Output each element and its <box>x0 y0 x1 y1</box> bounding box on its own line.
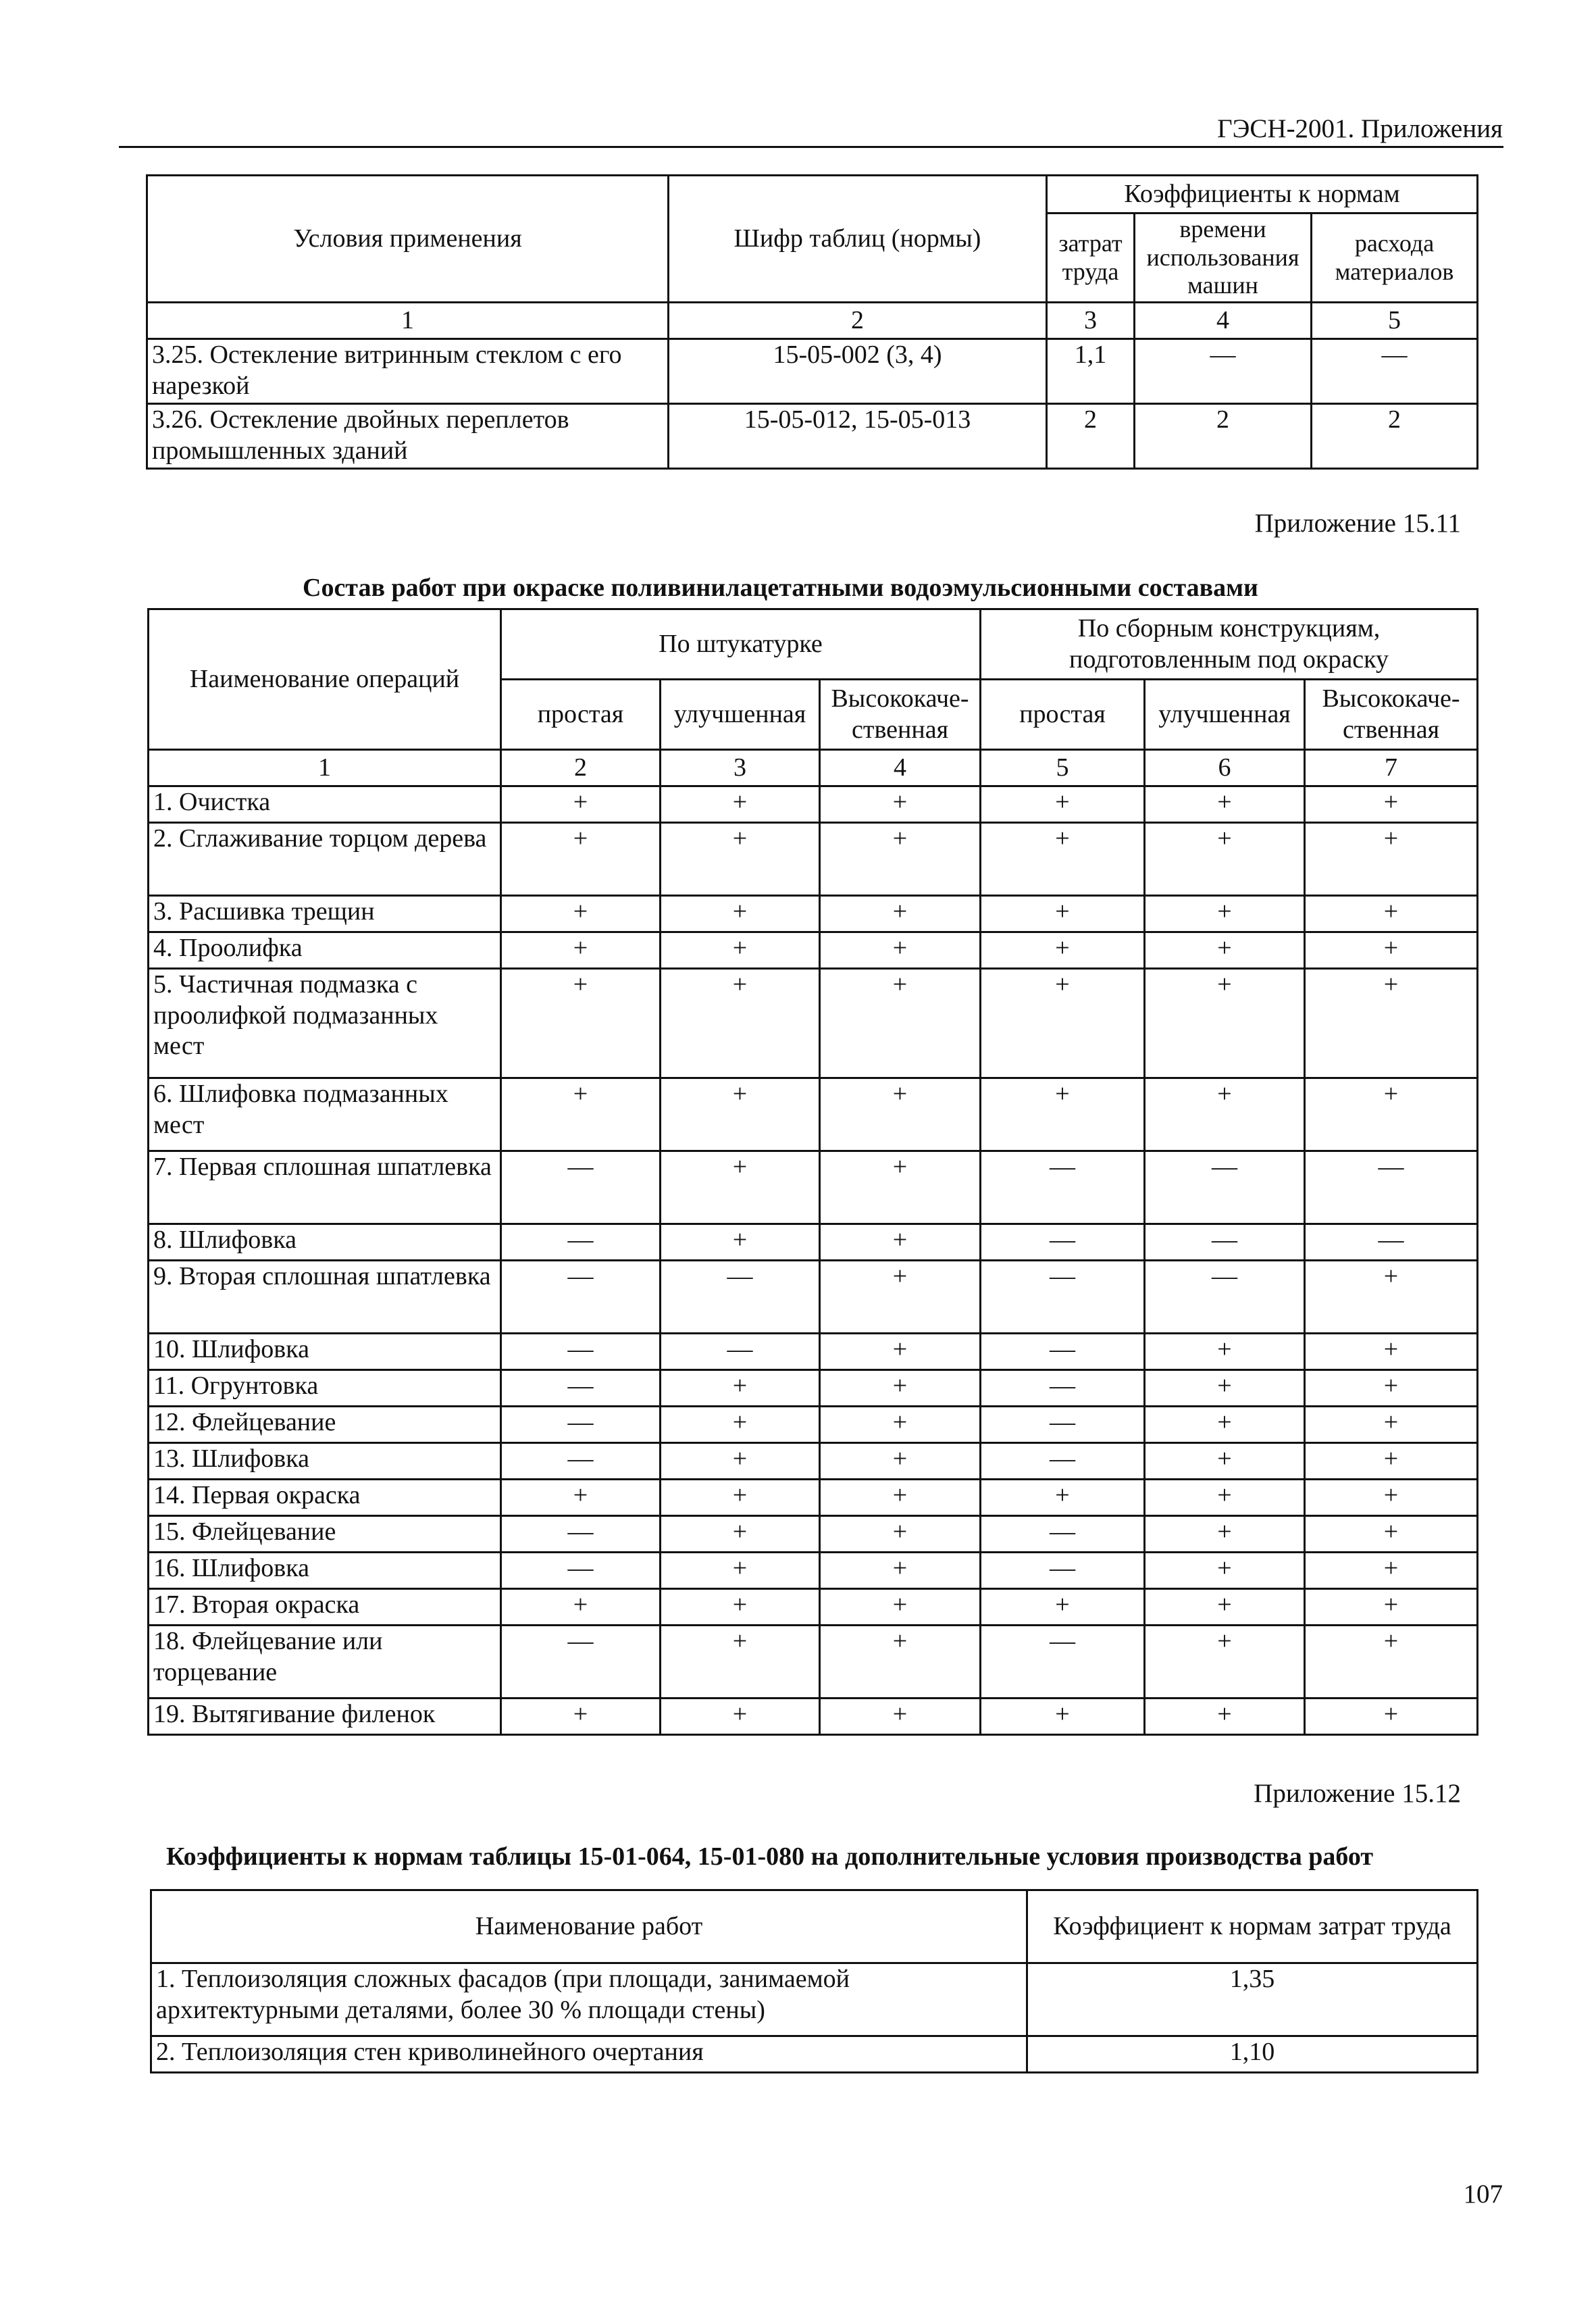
operation-mark-cell: + <box>1145 823 1305 896</box>
operation-mark-cell: — <box>501 1553 661 1589</box>
operation-mark-cell: + <box>1145 1334 1305 1370</box>
operation-mark-cell: + <box>501 1589 661 1626</box>
materials-cell: — <box>1312 339 1478 404</box>
header-prefab-group: По сборным конструкциям, подготовленным под окраску <box>981 609 1478 680</box>
operation-mark-cell: — <box>501 1407 661 1443</box>
operation-mark-cell: — <box>1305 1224 1478 1261</box>
operation-mark-cell: + <box>820 1370 981 1407</box>
operation-mark-cell: + <box>981 823 1145 896</box>
operation-mark-cell: — <box>981 1151 1145 1224</box>
operation-mark-cell: + <box>981 786 1145 823</box>
machine-cell: 2 <box>1135 404 1312 469</box>
operation-name-cell: 6. Шлифовка подмазанных мест <box>149 1078 501 1151</box>
operation-mark-cell: + <box>820 932 981 969</box>
table-row <box>149 1443 1478 1480</box>
operation-name-cell: 13. Шлифовка <box>149 1443 501 1480</box>
header-machine: времени использования машин <box>1135 213 1312 303</box>
operation-mark-cell: — <box>981 1224 1145 1261</box>
operation-name-cell: 11. Огрунтовка <box>149 1370 501 1407</box>
table-row <box>149 786 1478 823</box>
coefficient-cell: 1,35 <box>1027 1963 1478 2036</box>
header-plaster-group: По штукатурке <box>501 609 981 680</box>
operation-mark-cell: + <box>820 1407 981 1443</box>
operation-mark-cell: — <box>981 1553 1145 1589</box>
operation-mark-cell: + <box>661 786 820 823</box>
operation-mark-cell: — <box>501 1151 661 1224</box>
operation-mark-cell: — <box>981 1626 1145 1699</box>
operation-mark-cell: + <box>1145 1553 1305 1589</box>
operation-mark-cell: — <box>981 1516 1145 1553</box>
code-cell: 15-05-012, 15-05-013 <box>669 404 1047 469</box>
operation-mark-cell: + <box>1305 1370 1478 1407</box>
operation-mark-cell: — <box>981 1443 1145 1480</box>
operation-mark-cell: + <box>981 896 1145 932</box>
col-number: 4 <box>1135 303 1312 339</box>
work-composition-table <box>147 608 1478 1736</box>
operation-mark-cell: + <box>661 1699 820 1735</box>
operation-mark-cell: + <box>1305 1443 1478 1480</box>
header-improved: улучшенная <box>661 680 820 750</box>
operation-mark-cell: — <box>661 1334 820 1370</box>
operation-mark-cell: + <box>661 1516 820 1553</box>
col-number: 4 <box>820 750 981 786</box>
operation-mark-cell: — <box>501 1224 661 1261</box>
machine-cell: — <box>1135 339 1312 404</box>
labor-cell: 2 <box>1047 404 1135 469</box>
operation-mark-cell: + <box>661 1370 820 1407</box>
operation-mark-cell: + <box>501 823 661 896</box>
header-coefficients: Коэффициенты к нормам <box>1047 176 1478 213</box>
col-number: 2 <box>669 303 1047 339</box>
operation-mark-cell: + <box>661 1443 820 1480</box>
table-row <box>149 1078 1478 1151</box>
operation-mark-cell: + <box>661 1224 820 1261</box>
operation-mark-cell: + <box>661 1589 820 1626</box>
operation-mark-cell: — <box>501 1334 661 1370</box>
appendix-1511-caption: Состав работ при окраске поливинилацетатными водоэмульсионными составами <box>303 574 1258 602</box>
code-cell: 15-05-002 (3, 4) <box>669 339 1047 404</box>
column-number-row <box>147 303 1478 339</box>
operation-mark-cell: + <box>661 1480 820 1516</box>
operation-mark-cell: + <box>1305 896 1478 932</box>
appendix-1512-caption: Коэффициенты к нормам таблицы 15-01-064, 15-01-080 на дополнительные условия производства работ <box>166 1842 1374 1871</box>
col-number: 5 <box>1312 303 1478 339</box>
operation-mark-cell: + <box>1305 969 1478 1078</box>
table-row <box>149 896 1478 932</box>
operation-mark-cell: + <box>1145 1626 1305 1699</box>
running-header: ГЭСН-2001. Приложения <box>1217 114 1503 143</box>
header-work: Наименование работ <box>151 1890 1027 1963</box>
operation-mark-cell: + <box>820 1261 981 1334</box>
operation-name-cell: 12. Флейцевание <box>149 1407 501 1443</box>
operation-name-cell: 19. Вытягивание филенок <box>149 1699 501 1735</box>
operation-mark-cell: + <box>1145 1407 1305 1443</box>
header-conditions: Условия применения <box>147 176 669 303</box>
operation-mark-cell: + <box>1305 1626 1478 1699</box>
header-labor: затрат труда <box>1047 213 1135 303</box>
header-coefficient: Коэффициент к нормам затрат труда <box>1027 1890 1478 1963</box>
header-simple: простая <box>981 680 1145 750</box>
appendix-1512-label: Приложение 15.12 <box>1254 1779 1461 1808</box>
operation-mark-cell: + <box>1305 1553 1478 1589</box>
operation-mark-cell: + <box>820 896 981 932</box>
operation-name-cell: 4. Проолифка <box>149 932 501 969</box>
operation-mark-cell: + <box>820 1078 981 1151</box>
operation-mark-cell: + <box>1305 1589 1478 1626</box>
operation-mark-cell: + <box>981 1480 1145 1516</box>
col-number: 3 <box>1047 303 1135 339</box>
table-row <box>149 1224 1478 1261</box>
operation-mark-cell: + <box>1305 1516 1478 1553</box>
operation-mark-cell: + <box>1305 786 1478 823</box>
operation-mark-cell: + <box>1145 932 1305 969</box>
operation-mark-cell: + <box>501 1480 661 1516</box>
operation-mark-cell: + <box>661 932 820 969</box>
table-row <box>149 969 1478 1078</box>
operation-mark-cell: — <box>981 1370 1145 1407</box>
operation-name-cell: 18. Флейцевание или торцевание <box>149 1626 501 1699</box>
header-materials: расхода материалов <box>1312 213 1478 303</box>
table-row <box>149 1407 1478 1443</box>
operation-name-cell: 2. Сглаживание торцом дерева <box>149 823 501 896</box>
operation-mark-cell: + <box>1145 1699 1305 1735</box>
col-number: 5 <box>981 750 1145 786</box>
table-row <box>149 1151 1478 1224</box>
operation-mark-cell: — <box>981 1407 1145 1443</box>
operation-mark-cell: + <box>1305 932 1478 969</box>
table-row <box>149 1261 1478 1334</box>
operation-mark-cell: + <box>820 786 981 823</box>
operation-mark-cell: — <box>501 1261 661 1334</box>
coefficients-table <box>146 174 1478 470</box>
operation-mark-cell: + <box>820 823 981 896</box>
work-name-cell: 2. Теплоизоляция стен криволинейного очертания <box>151 2036 1027 2073</box>
operation-name-cell: 16. Шлифовка <box>149 1553 501 1589</box>
page-number: 107 <box>1463 2180 1503 2209</box>
operation-name-cell: 17. Вторая окраска <box>149 1589 501 1626</box>
table-row <box>149 932 1478 969</box>
operation-mark-cell: + <box>501 896 661 932</box>
col-number: 1 <box>147 303 669 339</box>
operation-name-cell: 14. Первая окраска <box>149 1480 501 1516</box>
operation-mark-cell: — <box>1305 1151 1478 1224</box>
operation-mark-cell: — <box>1145 1151 1305 1224</box>
operation-name-cell: 10. Шлифовка <box>149 1334 501 1370</box>
operation-mark-cell: — <box>501 1370 661 1407</box>
operation-mark-cell: + <box>1145 1516 1305 1553</box>
operation-mark-cell: + <box>1145 1480 1305 1516</box>
operation-mark-cell: + <box>1145 969 1305 1078</box>
operation-mark-cell: + <box>1145 1443 1305 1480</box>
table-row <box>149 823 1478 896</box>
coefficient-cell: 1,10 <box>1027 2036 1478 2073</box>
operation-name-cell: 15. Флейцевание <box>149 1516 501 1553</box>
operation-mark-cell: + <box>1305 1407 1478 1443</box>
operation-name-cell: 7. Первая сплошная шпатлевка <box>149 1151 501 1224</box>
work-name-cell: 1. Теплоизоляция сложных фасадов (при площади, занимаемой архитектурными деталями, более 30 % площади стены) <box>151 1963 1027 2036</box>
operation-mark-cell: + <box>981 1699 1145 1735</box>
operation-name-cell: 8. Шлифовка <box>149 1224 501 1261</box>
operation-name-cell: 3. Расшивка трещин <box>149 896 501 932</box>
operation-mark-cell: + <box>820 1224 981 1261</box>
table-row <box>149 1370 1478 1407</box>
operation-mark-cell: + <box>981 969 1145 1078</box>
table-row <box>151 1963 1478 2036</box>
header-code: Шифр таблиц (нормы) <box>669 176 1047 303</box>
col-number: 6 <box>1145 750 1305 786</box>
operation-mark-cell: — <box>1145 1224 1305 1261</box>
operation-mark-cell: + <box>501 1699 661 1735</box>
operation-mark-cell: + <box>820 1151 981 1224</box>
header-high-quality: Высококаче-ственная <box>820 680 981 750</box>
operation-mark-cell: + <box>501 969 661 1078</box>
column-number-row <box>149 750 1478 786</box>
operation-mark-cell: + <box>820 1626 981 1699</box>
operation-mark-cell: + <box>820 969 981 1078</box>
header-rule <box>119 146 1503 148</box>
labor-cell: 1,1 <box>1047 339 1135 404</box>
operation-mark-cell: + <box>501 932 661 969</box>
operation-mark-cell: + <box>501 1078 661 1151</box>
operation-mark-cell: + <box>981 1589 1145 1626</box>
materials-cell: 2 <box>1312 404 1478 469</box>
operation-mark-cell: + <box>820 1589 981 1626</box>
table-row <box>149 1553 1478 1589</box>
operation-mark-cell: + <box>661 1626 820 1699</box>
table-row <box>149 1334 1478 1370</box>
table-row <box>149 1626 1478 1699</box>
operation-mark-cell: + <box>820 1334 981 1370</box>
operation-mark-cell: + <box>1305 1261 1478 1334</box>
operation-mark-cell: + <box>661 1553 820 1589</box>
table-row <box>151 2036 1478 2073</box>
condition-cell: 3.26. Остекление двойных переплетов промышленных зданий <box>147 404 669 469</box>
header-simple: простая <box>501 680 661 750</box>
operation-mark-cell: — <box>981 1334 1145 1370</box>
operation-mark-cell: + <box>820 1480 981 1516</box>
operation-mark-cell: — <box>501 1626 661 1699</box>
operation-mark-cell: — <box>1145 1261 1305 1334</box>
col-number: 3 <box>661 750 820 786</box>
condition-cell: 3.25. Остекление витринным стеклом с его нарезкой <box>147 339 669 404</box>
operation-name-cell: 9. Вторая сплошная шпатлевка <box>149 1261 501 1334</box>
additional-conditions-table <box>150 1889 1478 2073</box>
appendix-1511-label: Приложение 15.11 <box>1254 509 1461 538</box>
table-row <box>149 1589 1478 1626</box>
table-row <box>149 1480 1478 1516</box>
operation-mark-cell: + <box>1145 1589 1305 1626</box>
operation-mark-cell: + <box>1305 1480 1478 1516</box>
operation-mark-cell: + <box>981 932 1145 969</box>
col-number: 2 <box>501 750 661 786</box>
table-row <box>149 1516 1478 1553</box>
operation-mark-cell: + <box>1145 786 1305 823</box>
operation-mark-cell: + <box>820 1553 981 1589</box>
col-number: 1 <box>149 750 501 786</box>
header-operation: Наименование операций <box>149 609 501 750</box>
operation-mark-cell: + <box>661 1078 820 1151</box>
operation-mark-cell: + <box>661 823 820 896</box>
operation-name-cell: 1. Очистка <box>149 786 501 823</box>
operation-mark-cell: — <box>501 1443 661 1480</box>
operation-mark-cell: + <box>820 1443 981 1480</box>
table-row <box>147 339 1478 404</box>
operation-mark-cell: + <box>1305 1699 1478 1735</box>
operation-mark-cell: + <box>820 1699 981 1735</box>
operation-mark-cell: + <box>661 896 820 932</box>
operation-name-cell: 5. Частичная подмазка с проолифкой подмазанных мест <box>149 969 501 1078</box>
operation-mark-cell: + <box>981 1078 1145 1151</box>
header-improved: улучшенная <box>1145 680 1305 750</box>
operation-mark-cell: + <box>1145 896 1305 932</box>
operation-mark-cell: + <box>820 1516 981 1553</box>
operation-mark-cell: — <box>501 1516 661 1553</box>
table-row <box>147 404 1478 469</box>
operation-mark-cell: + <box>661 1407 820 1443</box>
operation-mark-cell: + <box>1145 1370 1305 1407</box>
operation-mark-cell: + <box>501 786 661 823</box>
operation-mark-cell: + <box>661 969 820 1078</box>
operation-mark-cell: — <box>981 1261 1145 1334</box>
table-row <box>149 1699 1478 1735</box>
operation-mark-cell: + <box>661 1151 820 1224</box>
header-high-quality: Высококаче-ственная <box>1305 680 1478 750</box>
operation-mark-cell: — <box>661 1261 820 1334</box>
operation-mark-cell: + <box>1305 1334 1478 1370</box>
col-number: 7 <box>1305 750 1478 786</box>
operation-mark-cell: + <box>1305 1078 1478 1151</box>
operation-mark-cell: + <box>1145 1078 1305 1151</box>
operation-mark-cell: + <box>1305 823 1478 896</box>
